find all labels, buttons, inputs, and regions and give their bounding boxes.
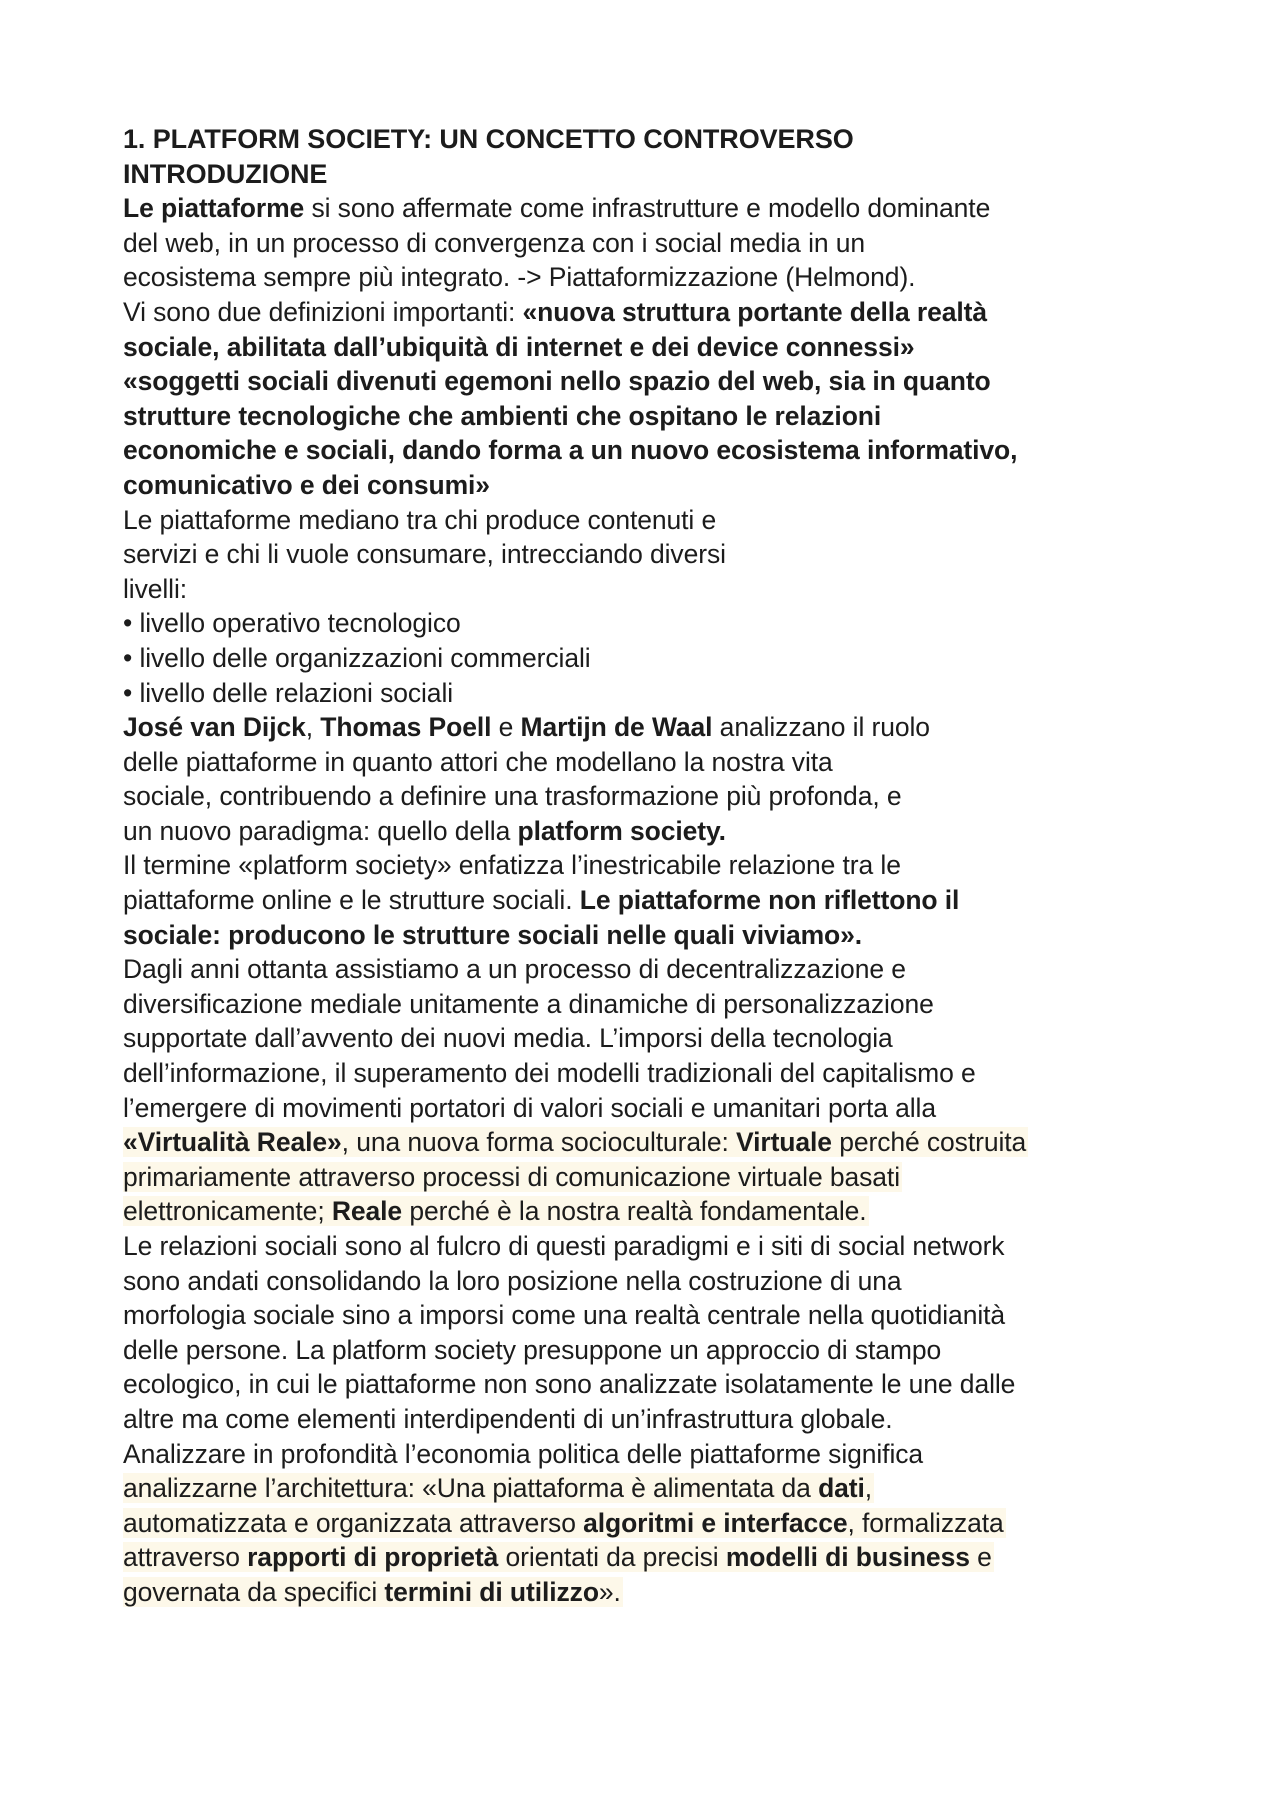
text-run: perché costruita (831, 1127, 1027, 1158)
text-line (123, 1264, 1173, 1299)
bold-text: platform society. (517, 815, 726, 846)
text-run: e (491, 712, 521, 743)
line-content (123, 1404, 893, 1434)
bold-text: strutture tecnologiche che ambienti che ospitano le relazioni (123, 400, 882, 431)
text-run: servizi e chi li vuole consumare, intrecciando diversi (123, 539, 726, 570)
text-run: delle persone. La platform society presuppone un approccio di stampo (123, 1334, 942, 1365)
text-line (123, 1021, 1173, 1056)
line-content (123, 850, 901, 880)
line-content (123, 1439, 923, 1469)
text-line (123, 883, 1173, 918)
bold-text: dati (818, 1473, 865, 1504)
line-content (123, 470, 490, 500)
text-run: e (969, 1542, 992, 1573)
bold-text: Virtuale (736, 1127, 832, 1158)
text-line (123, 364, 1173, 399)
text-run: delle piattaforme in quanto attori che modellano la nostra vita (123, 746, 833, 777)
line-content (123, 401, 881, 431)
text-run: primariamente attraverso processi di comunicazione virtuale basati (123, 1161, 900, 1192)
line-content (123, 954, 906, 984)
line-content (123, 1058, 976, 1088)
text-line (123, 537, 1173, 572)
text-line (123, 779, 1173, 814)
text-run: ecosistema sempre più integrato. -> Piattaformizzazione (Helmond). (123, 262, 916, 293)
text-run: si sono affermate come infrastrutture e modello dominante (304, 193, 991, 224)
text-run: , (864, 1473, 873, 1504)
bold-text: Le piattaforme non riflettono il (579, 885, 960, 916)
line-content (123, 332, 914, 362)
line-content (123, 228, 865, 258)
text-line (123, 1367, 1173, 1402)
text-run: , formalizzata (847, 1507, 1004, 1538)
text-run: analizzarne l’architettura: «Una piattaforma è alimentata da (123, 1473, 819, 1504)
line-content (123, 781, 902, 811)
text-run: • livello delle relazioni sociali (123, 677, 454, 708)
text-run: analizzano il ruolo (712, 712, 930, 743)
text-line (123, 1333, 1173, 1368)
text-run: altre ma come elementi interdipendenti di un’infrastruttura globale. (123, 1403, 893, 1434)
text-line (123, 1471, 1173, 1506)
bold-text: sociale, abilitata dall’ubiquità di internet e dei device connessi» (123, 331, 915, 362)
text-run: supportate dall’avvento dei nuovi media. L’imporsi della tecnologia (123, 1023, 893, 1054)
bold-text: algoritmi e interfacce (583, 1507, 848, 1538)
text-run: , (305, 712, 321, 743)
text-run: governata da specifici (123, 1576, 385, 1607)
text-line (123, 1091, 1173, 1126)
text-line (123, 191, 1173, 226)
bold-text: modelli di business (725, 1542, 970, 1573)
line-content (123, 712, 930, 742)
text-line (123, 433, 1173, 468)
section-title: 1. PLATFORM SOCIETY: UN CONCETTO CONTROVERSO (123, 124, 854, 154)
line-content (123, 920, 862, 950)
line-content (123, 608, 461, 638)
bold-text: José van Dijck (123, 712, 306, 743)
text-line (123, 1437, 1173, 1472)
line-content (123, 1196, 869, 1226)
text-line (123, 745, 1173, 780)
document-page (123, 122, 1173, 1610)
line-content (123, 816, 726, 846)
bold-text: Martijn de Waal (520, 712, 713, 743)
bold-text: «soggetti sociali divenuti egemoni nello spazio del web, sia in quanto (123, 366, 991, 397)
line-content (123, 885, 959, 915)
text-run: del web, in un processo di convergenza con i social media in un (123, 227, 866, 258)
text-run: sono andati consolidando la loro posizione nella costruzione di una (123, 1265, 902, 1296)
text-line (123, 399, 1173, 434)
line-content (123, 366, 991, 396)
line-content (123, 1231, 1004, 1261)
text-line (123, 987, 1173, 1022)
document-body (123, 191, 1173, 1609)
text-line (123, 1160, 1173, 1195)
text-run: orientati da precisi (498, 1542, 726, 1573)
text-line (123, 918, 1173, 953)
line-content (123, 678, 453, 708)
text-line (123, 848, 1173, 883)
text-run: elettronicamente; (123, 1196, 332, 1227)
line-content (123, 505, 716, 535)
bold-text: «Virtualità Reale» (123, 1127, 342, 1158)
bold-text: Thomas Poell (320, 712, 492, 743)
text-line (123, 1056, 1173, 1091)
line-content (123, 262, 915, 292)
text-run: sociale, contribuendo a definire una trasformazione più profonda, e (123, 781, 902, 812)
text-line (123, 1540, 1173, 1575)
bold-text: economiche e sociali, dando forma a un nuovo ecosistema informativo, (123, 435, 1018, 466)
text-line (123, 1575, 1173, 1610)
text-run: attraverso (123, 1542, 248, 1573)
text-line (123, 814, 1173, 849)
line-content (123, 747, 833, 777)
bold-text: Le piattaforme (123, 193, 305, 224)
text-run: piattaforme online e le strutture sociali. (123, 885, 580, 916)
text-line (123, 1125, 1173, 1160)
line-content (123, 297, 987, 327)
bold-text: termini di utilizzo (384, 1576, 599, 1607)
line-content (123, 435, 1017, 465)
bold-text: Reale (331, 1196, 403, 1227)
line-content (123, 1266, 902, 1296)
text-line (123, 295, 1173, 330)
line-content (123, 1300, 1005, 1330)
text-run: un nuovo paradigma: quello della (123, 815, 518, 846)
line-content (123, 643, 591, 673)
text-line (123, 676, 1173, 711)
text-line (123, 260, 1173, 295)
line-content (123, 1335, 941, 1365)
text-run: Le piattaforme mediano tra chi produce contenuti e (123, 504, 717, 535)
line-content (123, 1162, 902, 1192)
line-content (123, 1508, 1006, 1538)
text-run: • livello operativo tecnologico (123, 608, 461, 639)
line-content (123, 539, 726, 569)
text-run: Il termine «platform society» enfatizza l’inestricabile relazione tra le (123, 850, 901, 881)
text-line (123, 1229, 1173, 1264)
text-line (123, 330, 1173, 365)
text-run: • livello delle organizzazioni commerciali (123, 642, 591, 673)
text-run: Analizzare in profondità l’economia politica delle piattaforme significa (123, 1438, 924, 1469)
text-line (123, 1298, 1173, 1333)
text-run: l’emergere di movimenti portatori di valori sociali e umanitari porta alla (123, 1092, 936, 1123)
text-run: Le relazioni sociali sono al fulcro di questi paradigmi e i siti di social network (123, 1231, 1005, 1261)
text-run: diversificazione mediale unitamente a dinamiche di personalizzazione (123, 988, 934, 1019)
line-content (123, 1577, 623, 1607)
text-run: morfologia sociale sino a imporsi come una realtà centrale nella quotidianità (123, 1300, 1006, 1331)
line-content (123, 1542, 994, 1572)
line-content (123, 1023, 893, 1053)
text-run: perché è la nostra realtà fondamentale. (402, 1196, 867, 1227)
text-line (123, 952, 1173, 987)
bold-text: comunicativo e dei consumi» (123, 469, 490, 500)
text-line (123, 226, 1173, 261)
text-line (123, 503, 1173, 538)
line-content (123, 1369, 1015, 1399)
text-line (123, 641, 1173, 676)
text-run: livelli: (123, 573, 187, 604)
line-content (123, 1473, 874, 1503)
text-run: dell’informazione, il superamento dei modelli tradizionali del capitalismo e (123, 1058, 976, 1089)
line-content (123, 1093, 936, 1123)
line-content (123, 574, 187, 604)
bold-text: «nuova struttura portante della realtà (522, 296, 988, 327)
text-line (123, 1506, 1173, 1541)
text-run: , una nuova forma socioculturale: (341, 1127, 736, 1158)
text-run: Vi sono due definizioni importanti: (123, 296, 523, 327)
text-run: Dagli anni ottanta assistiamo a un processo di decentralizzazione e (123, 954, 906, 985)
text-line (123, 572, 1173, 607)
bold-text: rapporti di proprietà (247, 1542, 499, 1573)
text-line (123, 1194, 1173, 1229)
text-run: ecologico, in cui le piattaforme non sono analizzate isolatamente le une dalle (123, 1369, 1016, 1400)
line-content (123, 989, 934, 1019)
text-run: ». (598, 1576, 621, 1607)
text-line (123, 1402, 1173, 1437)
bold-text: sociale: producono le strutture sociali nelle quali viviamo». (123, 919, 863, 950)
section-subtitle: INTRODUZIONE (123, 158, 328, 189)
text-line (123, 468, 1173, 503)
text-line (123, 710, 1173, 745)
line-content (123, 193, 990, 223)
line-content (123, 1127, 1028, 1157)
text-run: automatizzata e organizzata attraverso (123, 1507, 584, 1538)
text-line (123, 606, 1173, 641)
